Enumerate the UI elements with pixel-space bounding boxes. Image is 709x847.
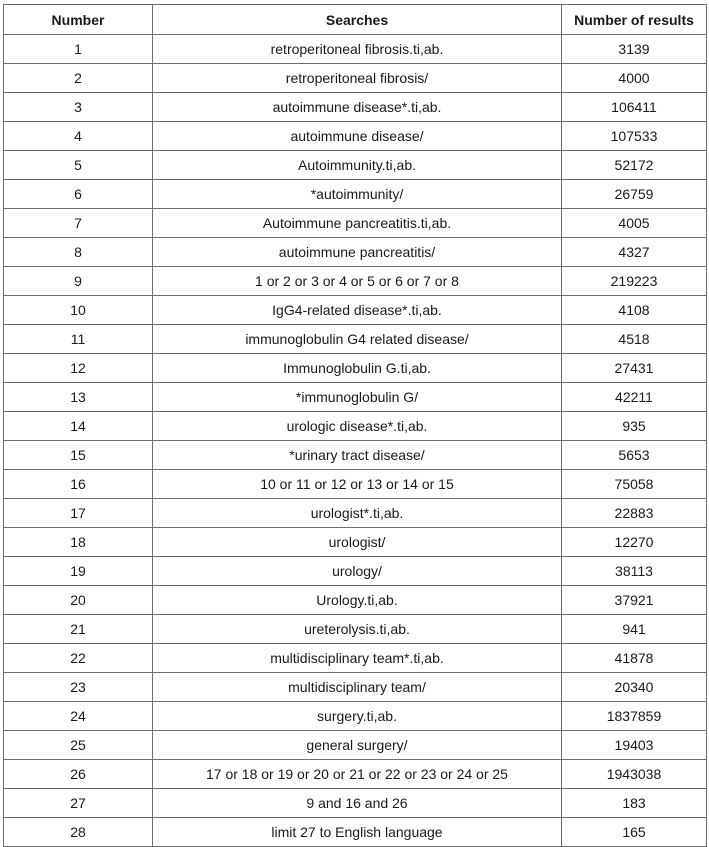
cell-results: 38113 (562, 557, 707, 586)
cell-search: immunoglobulin G4 related disease/ (153, 325, 562, 354)
cell-number: 28 (4, 818, 153, 847)
table-row (4, 412, 707, 441)
cell-search: multidisciplinary team*.ti,ab. (153, 644, 562, 673)
table-row (4, 731, 707, 760)
cell-results: 219223 (562, 267, 707, 296)
cell-search: Immunoglobulin G.ti,ab. (153, 354, 562, 383)
cell-results: 4005 (562, 209, 707, 238)
table-body (4, 35, 707, 847)
cell-results: 42211 (562, 383, 707, 412)
table-row (4, 644, 707, 673)
cell-number: 15 (4, 441, 153, 470)
header-row (4, 5, 707, 35)
cell-results: 4518 (562, 325, 707, 354)
cell-search: multidisciplinary team/ (153, 673, 562, 702)
cell-search: 10 or 11 or 12 or 13 or 14 or 15 (153, 470, 562, 499)
cell-results: 27431 (562, 354, 707, 383)
cell-number: 25 (4, 731, 153, 760)
cell-search: *urinary tract disease/ (153, 441, 562, 470)
table-row (4, 441, 707, 470)
header-number-of-results: Number of results (562, 5, 707, 35)
cell-results: 37921 (562, 586, 707, 615)
table-row (4, 122, 707, 151)
cell-search: general surgery/ (153, 731, 562, 760)
table-row (4, 818, 707, 847)
table-row (4, 296, 707, 325)
cell-results: 26759 (562, 180, 707, 209)
cell-search: urologist*.ti,ab. (153, 499, 562, 528)
cell-number: 7 (4, 209, 153, 238)
table-row (4, 64, 707, 93)
table-row (4, 557, 707, 586)
cell-number: 21 (4, 615, 153, 644)
cell-results: 106411 (562, 93, 707, 122)
cell-number: 19 (4, 557, 153, 586)
cell-number: 8 (4, 238, 153, 267)
table-row (4, 325, 707, 354)
cell-search: *autoimmunity/ (153, 180, 562, 209)
cell-search: 9 and 16 and 26 (153, 789, 562, 818)
cell-number: 20 (4, 586, 153, 615)
cell-results: 4108 (562, 296, 707, 325)
cell-results: 3139 (562, 35, 707, 64)
search-strategy-table-container (3, 4, 706, 847)
cell-number: 24 (4, 702, 153, 731)
cell-number: 11 (4, 325, 153, 354)
header-searches: Searches (153, 5, 562, 35)
cell-number: 1 (4, 35, 153, 64)
cell-number: 3 (4, 93, 153, 122)
header-number: Number (4, 5, 153, 35)
cell-results: 19403 (562, 731, 707, 760)
cell-search: limit 27 to English language (153, 818, 562, 847)
cell-results: 4327 (562, 238, 707, 267)
search-strategy-table (3, 4, 707, 847)
cell-results: 20340 (562, 673, 707, 702)
table-row (4, 586, 707, 615)
cell-number: 26 (4, 760, 153, 789)
table-row (4, 383, 707, 412)
cell-results: 935 (562, 412, 707, 441)
cell-number: 27 (4, 789, 153, 818)
cell-search: urology/ (153, 557, 562, 586)
table-row (4, 209, 707, 238)
table-row (4, 673, 707, 702)
cell-search: Autoimmune pancreatitis.ti,ab. (153, 209, 562, 238)
cell-search: retroperitoneal fibrosis/ (153, 64, 562, 93)
cell-results: 4000 (562, 64, 707, 93)
table-row (4, 499, 707, 528)
cell-results: 22883 (562, 499, 707, 528)
table-row (4, 354, 707, 383)
cell-search: autoimmune disease/ (153, 122, 562, 151)
cell-search: Autoimmunity.ti,ab. (153, 151, 562, 180)
cell-results: 1837859 (562, 702, 707, 731)
cell-number: 23 (4, 673, 153, 702)
cell-results: 41878 (562, 644, 707, 673)
table-row (4, 789, 707, 818)
cell-search: ureterolysis.ti,ab. (153, 615, 562, 644)
cell-results: 183 (562, 789, 707, 818)
cell-number: 16 (4, 470, 153, 499)
table-row (4, 35, 707, 64)
cell-results: 1943038 (562, 760, 707, 789)
cell-search: Urology.ti,ab. (153, 586, 562, 615)
cell-number: 18 (4, 528, 153, 557)
table-row (4, 151, 707, 180)
table-row (4, 528, 707, 557)
cell-search: *immunoglobulin G/ (153, 383, 562, 412)
cell-results: 165 (562, 818, 707, 847)
cell-results: 52172 (562, 151, 707, 180)
table-header (4, 5, 707, 35)
cell-number: 9 (4, 267, 153, 296)
cell-search: surgery.ti,ab. (153, 702, 562, 731)
table-row (4, 702, 707, 731)
cell-number: 6 (4, 180, 153, 209)
cell-number: 2 (4, 64, 153, 93)
cell-number: 17 (4, 499, 153, 528)
table-row (4, 93, 707, 122)
cell-number: 4 (4, 122, 153, 151)
cell-search: autoimmune pancreatitis/ (153, 238, 562, 267)
cell-results: 12270 (562, 528, 707, 557)
cell-results: 5653 (562, 441, 707, 470)
cell-number: 5 (4, 151, 153, 180)
cell-search: 17 or 18 or 19 or 20 or 21 or 22 or 23 or 24 or 25 (153, 760, 562, 789)
table-row (4, 760, 707, 789)
cell-search: urologist/ (153, 528, 562, 557)
cell-results: 107533 (562, 122, 707, 151)
cell-number: 14 (4, 412, 153, 441)
table-row (4, 180, 707, 209)
cell-search: IgG4-related disease*.ti,ab. (153, 296, 562, 325)
table-row (4, 470, 707, 499)
cell-number: 22 (4, 644, 153, 673)
cell-results: 941 (562, 615, 707, 644)
cell-number: 10 (4, 296, 153, 325)
table-row (4, 267, 707, 296)
cell-search: 1 or 2 or 3 or 4 or 5 or 6 or 7 or 8 (153, 267, 562, 296)
table-row (4, 238, 707, 267)
cell-search: urologic disease*.ti,ab. (153, 412, 562, 441)
cell-number: 12 (4, 354, 153, 383)
cell-number: 13 (4, 383, 153, 412)
cell-search: autoimmune disease*.ti,ab. (153, 93, 562, 122)
cell-search: retroperitoneal fibrosis.ti,ab. (153, 35, 562, 64)
cell-results: 75058 (562, 470, 707, 499)
table-row (4, 615, 707, 644)
